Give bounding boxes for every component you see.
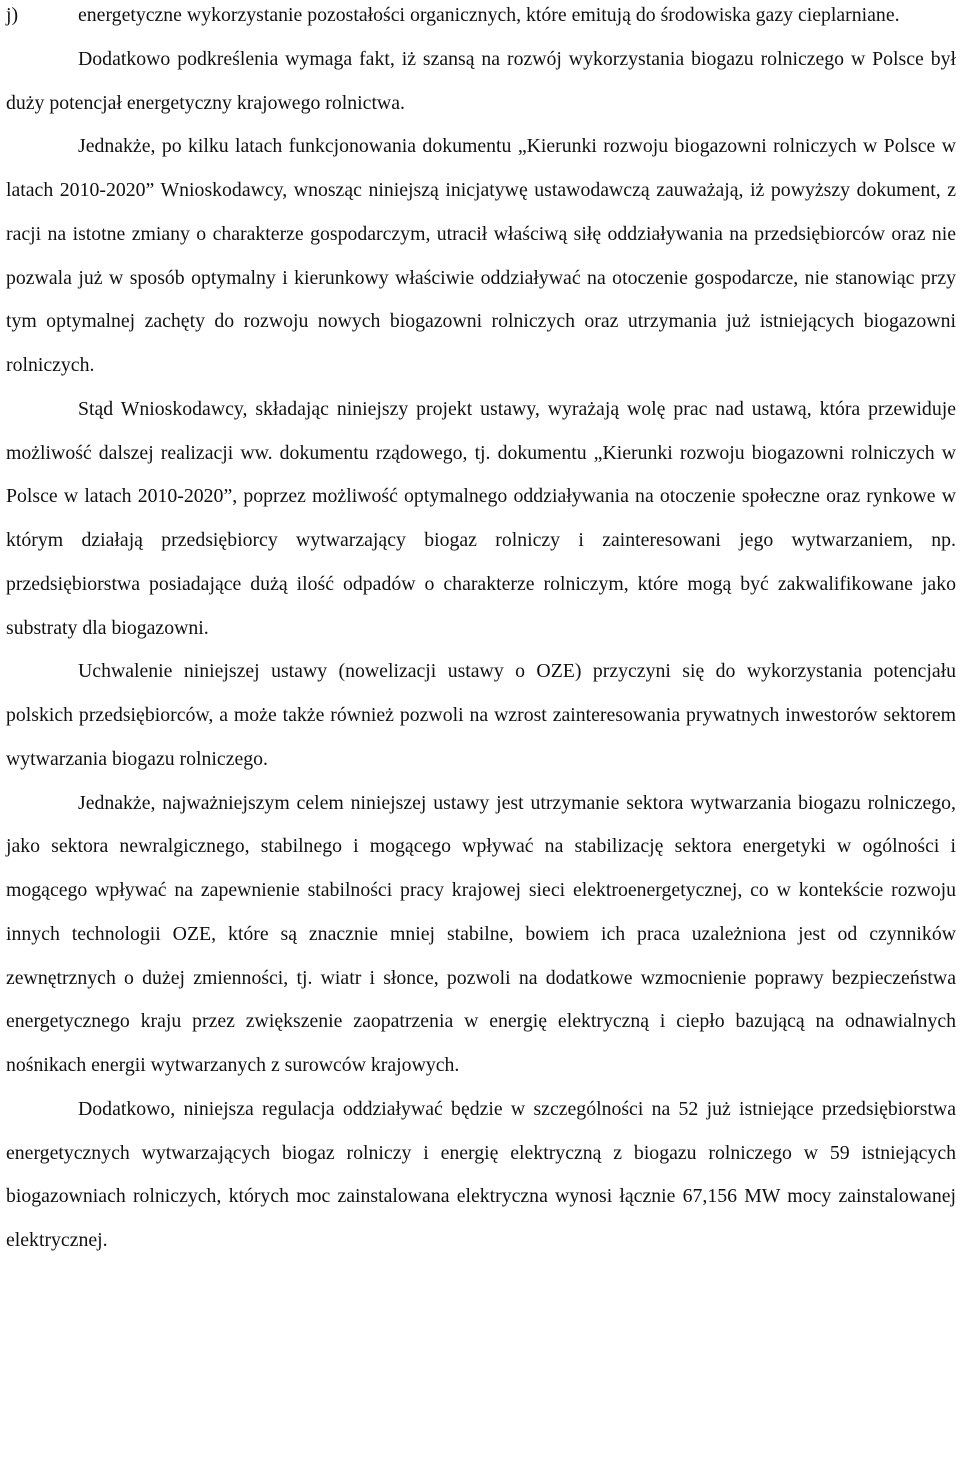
paragraph-5: Jednakże, najważniejszym celem niniejszej ustawy jest utrzymanie sektora wytwarzania biogazu rolniczego, jako sektora newralgicznego, stabilnego i mogącego wpływać na stabilizację sektora energetyki w ogólności i mogącego wpływać na zapewnienie stabilności pracy krajowej sieci elektroenergetycznej, co w kontekście rozwoju innych technologii OZE, które są znacznie mniej stabilne, bowiem ich praca uzależniona jest od czynników zewnętrznych o dużej zmienności, tj. wiatr i słonce, pozwoli na dodatkowe wzmocnienie poprawy bezpieczeństwa energetycznego kraju przez zwiększenie zaopatrzenia w energię elektryczną i ciepło bazującą na odnawialnych nośnikach energii wytwarzanych z surowców krajowych. [6, 791, 956, 1076]
list-item-j [6, 0, 956, 38]
paragraph-2: Jednakże, po kilku latach funkcjonowania dokumentu „Kierunki rozwoju biogazowni rolniczych w Polsce w latach 2010-2020” Wnioskodawcy, wnosząc niniejszą inicjatywę ustawodawczą zauważają, iż powyższy dokument, z racji na istotne zmiany o charakterze gospodarczym, utracił właściwą siłę oddziaływania na przedsiębiorców oraz nie pozwala już w sposób optymalny i kierunkowy właściwie oddziaływać na otoczenie gospodarcze, nie stanowiąc przy tym optymalnej zachęty do rozwoju nowych biogazowni rolniczych oraz utrzymania już istniejących biogazowni rolniczych. [6, 135, 956, 376]
paragraph-4: Uchwalenie niniejszej ustawy (nowelizacji ustawy o OZE) przyczyni się do wykorzystania potencjału polskich przedsiębiorców, a może także również pozwoli na wzrost zainteresowania prywatnych inwestorów sektorem wytwarzania biogazu rolniczego. [6, 660, 956, 770]
paragraph-3: Stąd Wnioskodawcy, składając niniejszy projekt ustawy, wyrażają wolę prac nad ustawą, która przewiduje możliwość dalszej realizacji ww. dokumentu rządowego, tj. dokumentu „Kierunki rozwoju biogazowni rolniczych w Polsce w latach 2010-2020”, poprzez możliwość optymalnego oddziaływania na otoczenie społeczne oraz rynkowe w którym działają przedsiębiorcy wytwarzający biogaz rolniczy i zainteresowani jego wytwarzaniem, np. przedsiębiorstwa posiadające dużą ilość odpadów o charakterze rolniczym, które mogą być zakwalifikowane jako substraty dla biogazowni. [6, 397, 956, 639]
paragraph-1: Dodatkowo podkreślenia wymaga fakt, iż szansą na rozwój wykorzystania biogazu rolniczego w Polsce był duży potencjał energetyczny krajowego rolnictwa. [6, 47, 956, 114]
list-item-text: energetyczne wykorzystanie pozostałości organicznych, które emitują do środowiska gazy cieplarniane. [78, 4, 900, 26]
list-item-marker: j) [6, 4, 19, 26]
paragraph-6: Dodatkowo, niniejsza regulacja oddziaływać będzie w szczególności na 52 już istniejące przedsiębiorstwa energetycznych wytwarzających biogaz rolniczy i energię elektryczną z biogazu rolniczego w 59 istniejących biogazowniach rolniczych, których moc zainstalowana elektryczna wynosi łącznie 67,156 MW mocy zainstalowanej elektrycznej. [6, 1097, 956, 1251]
document-page [6, 0, 956, 1263]
